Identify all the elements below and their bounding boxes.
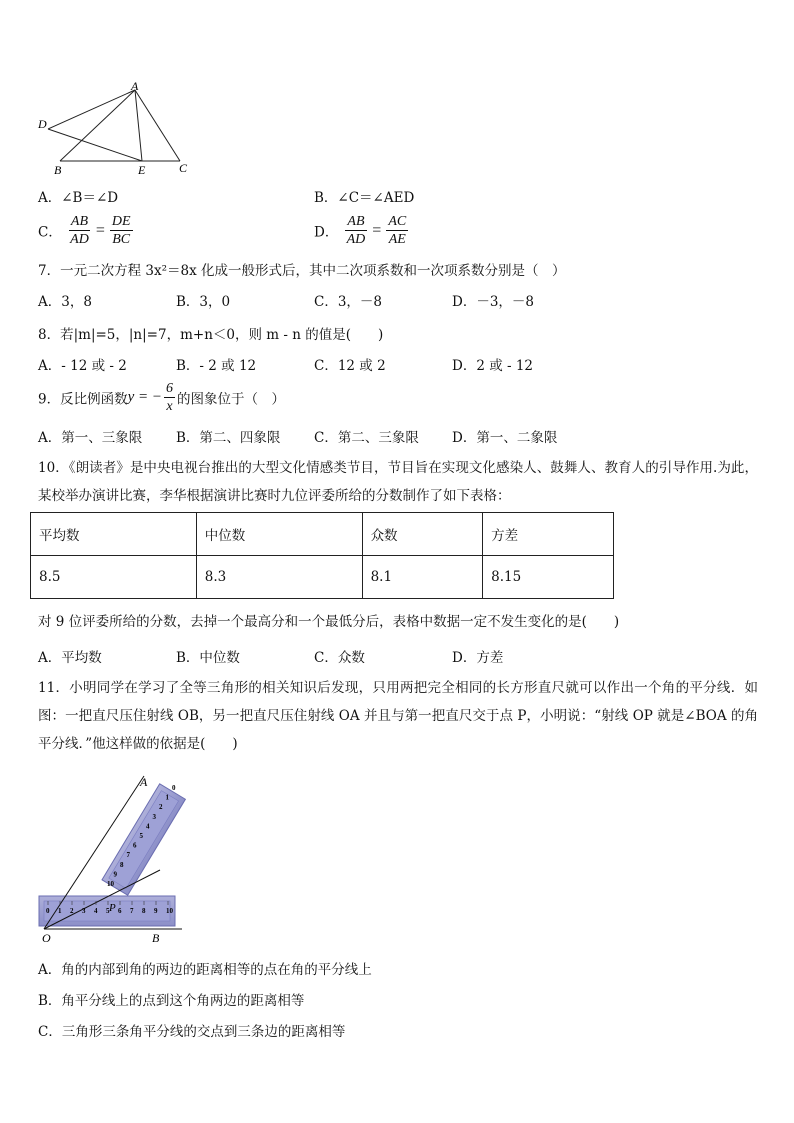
ruler-tick-label: 5 bbox=[106, 907, 110, 915]
q9-option-a: A．第一、三象限 bbox=[38, 430, 143, 446]
table-cell: 8.5 bbox=[31, 556, 197, 599]
table-header-cell: 平均数 bbox=[31, 513, 197, 556]
fraction: $\frac{6}{x}$ bbox=[166, 381, 173, 414]
q9-option-c: C．第二、三象限 bbox=[314, 430, 419, 446]
q8-option-c: C．12 或 2 bbox=[314, 358, 386, 374]
score-table bbox=[30, 512, 614, 599]
q11-option-c: C．三角形三条角平分线的交点到三条边的距离相等 bbox=[38, 1024, 346, 1040]
ruler-tick-label: 2 bbox=[159, 803, 163, 812]
q7-stem: 7．一元二次方程 3x²＝8x 化成一般形式后，其中二次项系数和一次项系数分别是（ ） bbox=[38, 263, 566, 279]
ruler-tick-label: 6 bbox=[133, 841, 137, 850]
q11-stem: 11．小明同学在学习了全等三角形的相关知识后发现，只用两把完全相同的长方形直尺就可以作出一个角的平分线．如图：一把直尺压住射线 OB，另一把直尺压住射线 OA 并且与第一把直尺交于点 P，小明说：“射线 OP 就是∠BOA 的角平分线．”他这样做的依据是( ) bbox=[38, 680, 758, 752]
fraction: $\frac{DE}{BC}$ bbox=[111, 214, 131, 247]
q8-option-b: B．- 2 或 12 bbox=[176, 358, 257, 374]
table-header-cell: 众数 bbox=[362, 513, 483, 556]
table-header-cell: 中位数 bbox=[196, 513, 362, 556]
q7-option-c: C．3，－8 bbox=[314, 294, 383, 310]
q10-option-c: C．众数 bbox=[314, 650, 365, 666]
table-cell: 8.3 bbox=[196, 556, 362, 599]
point-label-c: C bbox=[179, 161, 188, 175]
q6-option-c-label: C． bbox=[38, 224, 62, 241]
q6-option-a: A．∠B＝∠D bbox=[38, 190, 119, 206]
q8-option-d: D．2 或 - 12 bbox=[452, 358, 534, 374]
q9-option-b: B．第二、四象限 bbox=[176, 430, 281, 446]
q10-option-b: B．中位数 bbox=[176, 650, 240, 666]
ruler-tick-label: 7 bbox=[130, 907, 134, 915]
ruler-tick-label: 9 bbox=[113, 870, 117, 879]
point-label-a: A bbox=[140, 775, 148, 789]
ruler-tick-label: 10 bbox=[166, 907, 173, 915]
ruler-tick-label: 4 bbox=[94, 907, 98, 915]
q7-option-a: A．3，8 bbox=[38, 294, 92, 310]
ruler-tick-label: 8 bbox=[120, 860, 124, 869]
point-label-b: B bbox=[152, 931, 160, 945]
q9-stem: 9．反比例函数y = − $\frac{6}{x}$ 的图象位于（ ） bbox=[38, 381, 285, 414]
table-row bbox=[31, 556, 614, 599]
q10-option-d: D．方差 bbox=[452, 650, 504, 666]
table-header-cell: 方差 bbox=[483, 513, 614, 556]
q6-option-d: D． $\frac{AB}{AD}$ = $\frac{AC}{AE}$ bbox=[314, 214, 407, 247]
ruler-tick-label: 1 bbox=[58, 907, 62, 915]
q9-option-d: D．第一、二象限 bbox=[452, 430, 558, 446]
ruler-tick-label: 0 bbox=[46, 907, 50, 915]
formula-lhs: y = − bbox=[127, 389, 162, 405]
point-label-o: O bbox=[42, 931, 51, 945]
q8-option-a: A．- 12 或 - 2 bbox=[38, 358, 127, 374]
point-label-a: A bbox=[131, 79, 139, 93]
fraction: $\frac{AB}{AD}$ bbox=[346, 214, 366, 247]
fraction: $\frac{AB}{AD}$ bbox=[70, 214, 89, 247]
ruler-tick-label: 10 bbox=[107, 880, 114, 888]
ruler-tick-label: 3 bbox=[152, 812, 156, 821]
ruler-tick-label: 0 bbox=[172, 784, 176, 792]
ruler-tick-label: 7 bbox=[126, 851, 130, 860]
q6-option-b: B．∠C＝∠AED bbox=[314, 190, 415, 206]
table-cell: 8.1 bbox=[362, 556, 483, 599]
rulers-figure bbox=[32, 770, 192, 950]
q10-stem: 10．《朗读者》是中央电视台推出的大型文化情感类节目，节目旨在实现文化感染人、鼓舞人、教育人的引导作用.为此，某校举办演讲比赛，李华根据演讲比赛时九位评委所给的分数制作了如下表格： bbox=[38, 460, 758, 504]
q10-question: 对 9 位评委所给的分数，去掉一个最高分和一个最低分后，表格中数据一定不发生变化的是( ) bbox=[38, 614, 620, 630]
q11-option-b: B．角平分线上的点到这个角两边的距离相等 bbox=[38, 993, 305, 1009]
point-label-d: D bbox=[38, 117, 47, 131]
table-row bbox=[31, 513, 614, 556]
q6-option-d-label: D． bbox=[314, 224, 339, 241]
q6-option-c: C． $\frac{AB}{AD}$ = $\frac{DE}{BC}$ bbox=[38, 214, 131, 247]
ruler-tick-label: 6 bbox=[118, 907, 122, 915]
q10-option-a: A．平均数 bbox=[38, 650, 102, 666]
ruler-tick-label: 9 bbox=[154, 907, 158, 915]
point-label-p: P bbox=[109, 902, 116, 914]
q7-option-b: B．3，0 bbox=[176, 294, 231, 310]
ruler-tick-label: 1 bbox=[165, 793, 169, 802]
ruler-tick-label: 2 bbox=[70, 907, 74, 915]
ruler-tick-label: 8 bbox=[142, 907, 146, 915]
triangle-figure bbox=[30, 78, 195, 178]
point-label-b: B bbox=[54, 163, 62, 177]
point-label-e: E bbox=[138, 163, 146, 177]
q11-option-a: A．角的内部到角的两边的距离相等的点在角的平分线上 bbox=[38, 962, 372, 978]
ruler-tick-label: 3 bbox=[82, 907, 86, 915]
q7-option-d: D．－3，－8 bbox=[452, 294, 535, 310]
table-cell: 8.15 bbox=[483, 556, 614, 599]
ruler-tick-label: 4 bbox=[146, 822, 150, 831]
ruler-tick-label: 5 bbox=[139, 832, 143, 840]
fraction: $\frac{AC}{AE}$ bbox=[388, 214, 407, 247]
q8-stem: 8．若|m|=5，|n|=7，m+n＜0，则 m - n 的值是( ) bbox=[38, 327, 384, 343]
